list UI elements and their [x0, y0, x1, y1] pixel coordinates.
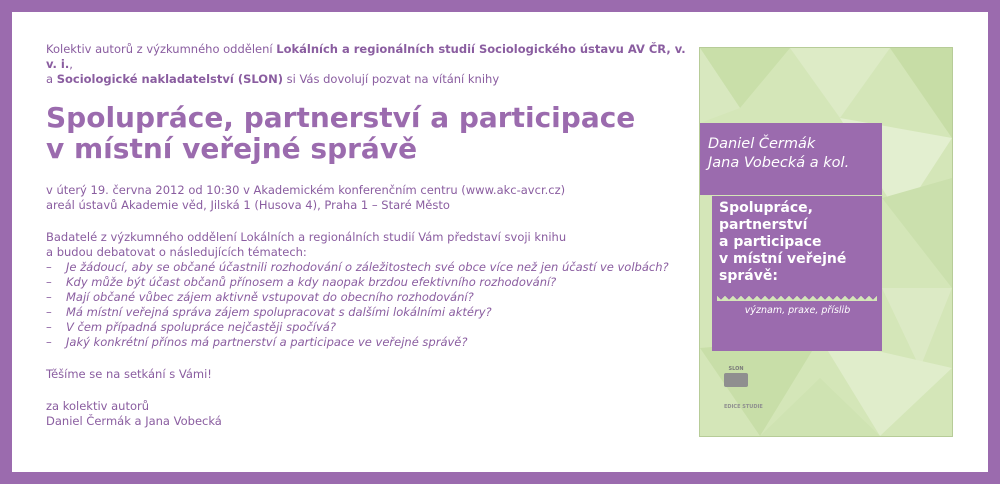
cover-subtitle: význam, praxe, příslib: [744, 305, 851, 316]
department-name: Lokálních a regionálních studií Sociologického ústavu AV ČR, v. v. i.: [46, 42, 686, 71]
intro-paragraph: [46, 42, 686, 87]
headline-line-2: v místní veřejné správě: [46, 132, 418, 165]
intro-comma: ,: [69, 57, 73, 71]
list-item: – Mají občané vůbec zájem aktivně vstupovat do obecního rozhodování?: [46, 290, 686, 305]
series-label: EDICE STUDIE: [724, 404, 763, 410]
topics-intro-1: Badatelé z výzkumného oddělení Lokálních a regionálních studií Vám představí svoji knihu: [46, 230, 567, 244]
signature-line-1: za kolektiv autorů: [46, 399, 150, 413]
zigzag-divider: [717, 295, 877, 301]
cover-title-line: správě:: [719, 268, 778, 284]
elephant-icon: [724, 373, 748, 387]
invitation-text: [46, 42, 686, 429]
event-date-venue: v úterý 19. června 2012 od 10:30 v Akademickém konferenčním centru (www.akc-avcr.cz): [46, 183, 566, 197]
headline-line-1: Spolupráce, partnerství a participace: [46, 101, 636, 134]
book-headline: [46, 102, 686, 164]
event-address: areál ústavů Akademie věd, Jilská 1 (Husova 4), Praha 1 – Staré Město: [46, 198, 450, 212]
list-item: – Má místní veřejná správa zájem spolupracovat s dalšími lokálními aktéry?: [46, 305, 686, 320]
list-item: – Kdy může být účast občanů přínosem a kdy naopak brzdou efektivního rozhodování?: [46, 275, 686, 290]
topics-section: [46, 230, 686, 350]
invitation-card: [12, 12, 988, 472]
intro-text: a: [46, 72, 57, 86]
topics-list: [46, 260, 686, 350]
cover-author-2: Jana Vobecká a kol.: [708, 155, 850, 171]
publisher-logo: [724, 366, 748, 387]
list-item: – V čem případná spolupráce nejčastěji spočívá?: [46, 320, 686, 335]
cover-title-line: Spolupráce,: [719, 200, 813, 216]
publisher-logo-text: SLON: [728, 366, 744, 372]
cover-authors: [700, 123, 882, 195]
cover-title-box: [712, 196, 882, 351]
intro-text: si Vás dovolují pozvat na vítání knihy: [282, 72, 500, 86]
book-cover: [699, 47, 953, 437]
topics-intro-2: a budou debatovat o následujících tématech:: [46, 245, 307, 259]
cover-title-line: v místní veřejné: [719, 251, 847, 267]
publisher-name: Sociologické nakladatelství (SLON): [56, 72, 283, 86]
cover-title-line: a participace: [719, 234, 822, 250]
signature: [46, 399, 686, 429]
list-item: – Jaký konkrétní přínos má partnerství a participace ve veřejné správě?: [46, 335, 686, 350]
cover-author-1: Daniel Čermák: [708, 136, 816, 152]
event-details: [46, 183, 686, 213]
cover-title: [719, 200, 882, 285]
intro-text: Kolektiv autorů z výzkumného oddělení: [46, 42, 277, 56]
list-item: – Je žádoucí, aby se občané účastnili rozhodování o záležitostech své obce více než jen účastí ve volbách?: [46, 260, 686, 275]
cover-title-line: partnerství: [719, 217, 808, 233]
closing-line: Těšíme se na setkání s Vámi!: [46, 367, 212, 381]
signature-names: Daniel Čermák a Jana Vobecká: [46, 414, 222, 428]
